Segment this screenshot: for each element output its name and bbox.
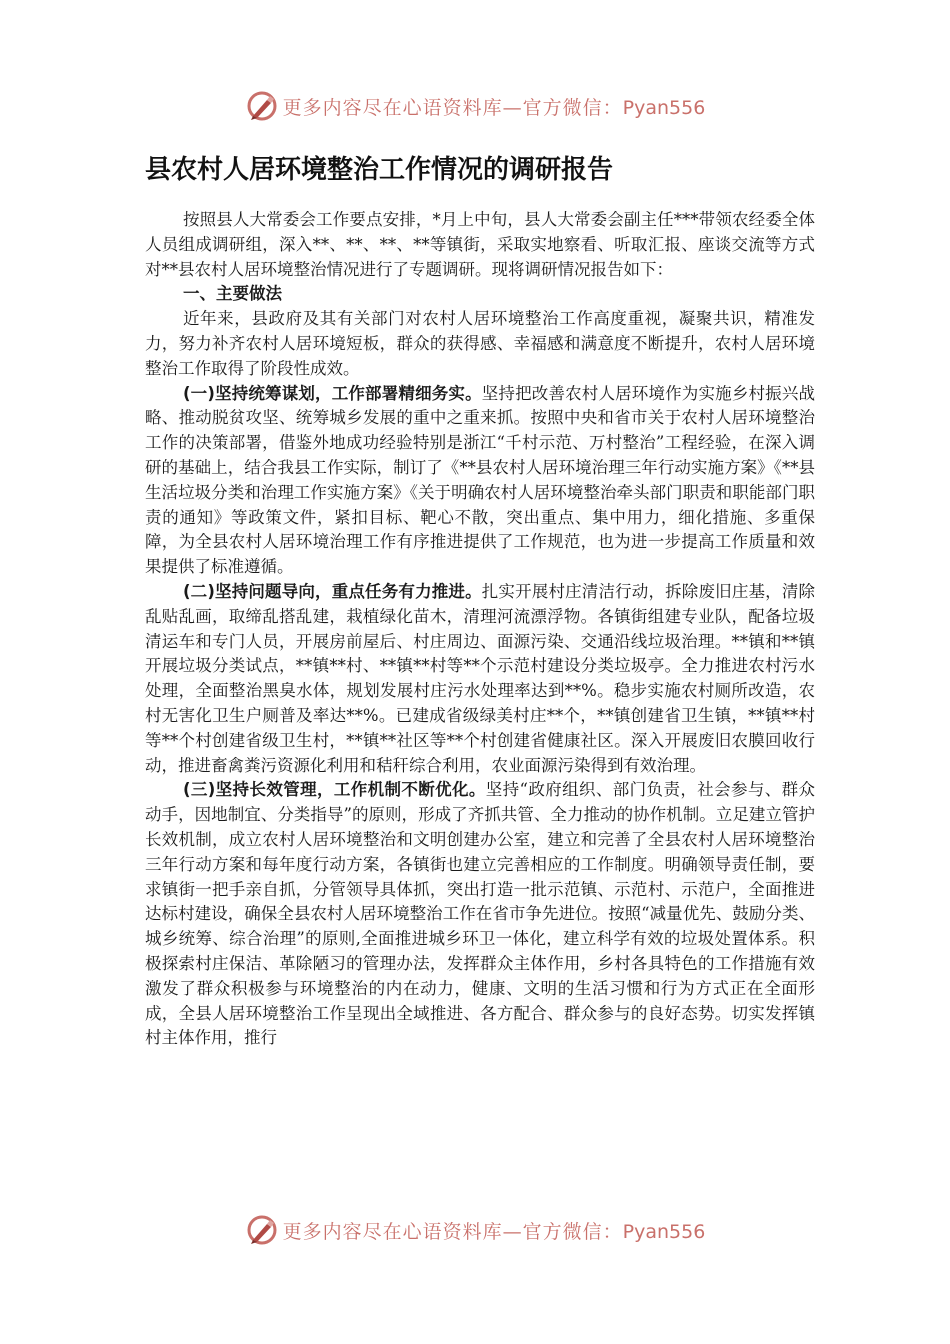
- intro-paragraph: 按照县人大常委会工作要点安排，*月上中旬，县人大常委会副主任***带领农经委全体人员组成调研组，深入**、**、**、**等镇街，采取实地察看、听取汇报、座谈交流等方式对**县农村人居环境整治情况进行了专题调研。现将调研情况报告如下：: [145, 210, 815, 279]
- document-body: [145, 208, 815, 1051]
- item-2-paragraph: [145, 580, 815, 778]
- item-3-body: 坚持“政府组织、部门负责，社会参与、群众动手，因地制宜、分类指导”的原则，形成了齐抓共管、全力推动的协作机制。立足建立管护长效机制，成立农村人居环境整治和文明创建办公室，建立和完善了全县农村人居环境整治三年行动方案和每年度行动方案，各镇街也建立完善相应的工作制度。明确领导责任制，要求镇街一把手亲自抓，分管领导具体抓，突出打造一批示范镇、示范村、示范户，全面推进达标村建设，确保全县农村人居环境整治工作在省市争先进位。按照“减量优先、鼓励分类、城乡统筹、综合治理”的原则,全面推进城乡环卫一体化，建立科学有效的垃圾处置体系。积极探索村庄保洁、革除陋习的管理办法，发挥群众主体作用，乡村各具特色的工作措施有效激发了群众积极参与环境整治的内在动力，健康、文明的生活习惯和行为方式正在全面形成，全县人居环境整治工作呈现出全域推进、各方配合、群众参与的良好态势。切实发挥镇村主体作用，推行: [145, 780, 815, 1048]
- item-1-body: 坚持把改善农村人居环境作为实施乡村振兴战略、推动脱贫攻坚、统筹城乡发展的重中之重来抓。按照中央和省市关于农村人居环境整治工作的决策部署，借鉴外地成功经验特别是浙江“千村示范、万村整治”工程经验，在深入调研的基础上，结合我县工作实际，制订了《**县农村人居环境治理三年行动实施方案》《**县生活垃圾分类和治理工作实施方案》《关于明确农村人居环境整治牵头部门职责和职能部门职责的通知》等政策文件，紧扣目标、靶心不散，突出重点、集中用力，细化措施、多重保障，为全县农村人居环境治理工作有序推进提供了工作规范，也为进一步提高工作质量和效果提供了标准遵循。: [145, 383, 816, 577]
- pen-circle-logo-icon: [245, 89, 279, 123]
- item-1-paragraph: [145, 382, 815, 580]
- item-2-body: 扎实开展村庄清洁行动，拆除废旧庄基，清除乱贴乱画，取缔乱搭乱建，栽植绿化苗木，清理河流漂浮物。各镇街组建专业队，配备垃圾清运车和专门人员，开展房前屋后、村庄周边、面源污染、交通沿线垃圾治理。**镇和**镇开展垃圾分类试点，**镇**村、**镇**村等**个示范村建设分类垃圾亭。全力推进农村污水处理，全面整治黑臭水体，规划发展村庄污水处理率达到**%。稳步实施农村厕所改造，农村无害化卫生户厕普及率达**%。已建成省级绿美村庄**个，**镇创建省卫生镇，**镇**村等**个村创建省级卫生村，**镇**社区等**个村创建省健康社区。深入开展废旧农膜回收行动，推进畜禽粪污资源化利用和秸秆综合利用，农业面源污染得到有效治理。: [145, 581, 816, 775]
- item-3-paragraph: [145, 778, 815, 1051]
- pen-circle-logo-icon: [245, 1213, 279, 1247]
- wechat-id: Pyan556: [622, 1220, 706, 1243]
- document-title: 县农村人居环境整治工作情况的调研报告: [145, 155, 614, 185]
- banner-text: 更多内容尽在心语资料库—官方微信：Pyan556: [282, 96, 706, 119]
- section-intro-paragraph: 近年来，县政府及其有关部门对农村人居环境整治工作高度重视，凝聚共识，精准发力，努力补齐农村人居环境短板，群众的获得感、幸福感和满意度不断提升，农村人居环境整治工作取得了阶段性成效。: [145, 309, 815, 378]
- banner-text: 更多内容尽在心语资料库—官方微信：Pyan556: [282, 1220, 706, 1243]
- section-heading: 一、主要做法: [182, 284, 282, 304]
- header-banner: [0, 86, 950, 126]
- item-1-lead: (一)坚持统筹谋划，工作部署精细务实。: [182, 383, 482, 403]
- footer-banner: [0, 1210, 950, 1250]
- item-2-lead: (二)坚持问题导向，重点任务有力推进。: [182, 581, 482, 601]
- wechat-id: Pyan556: [622, 96, 706, 119]
- item-3-lead: (三)坚持长效管理，工作机制不断优化。: [182, 780, 486, 800]
